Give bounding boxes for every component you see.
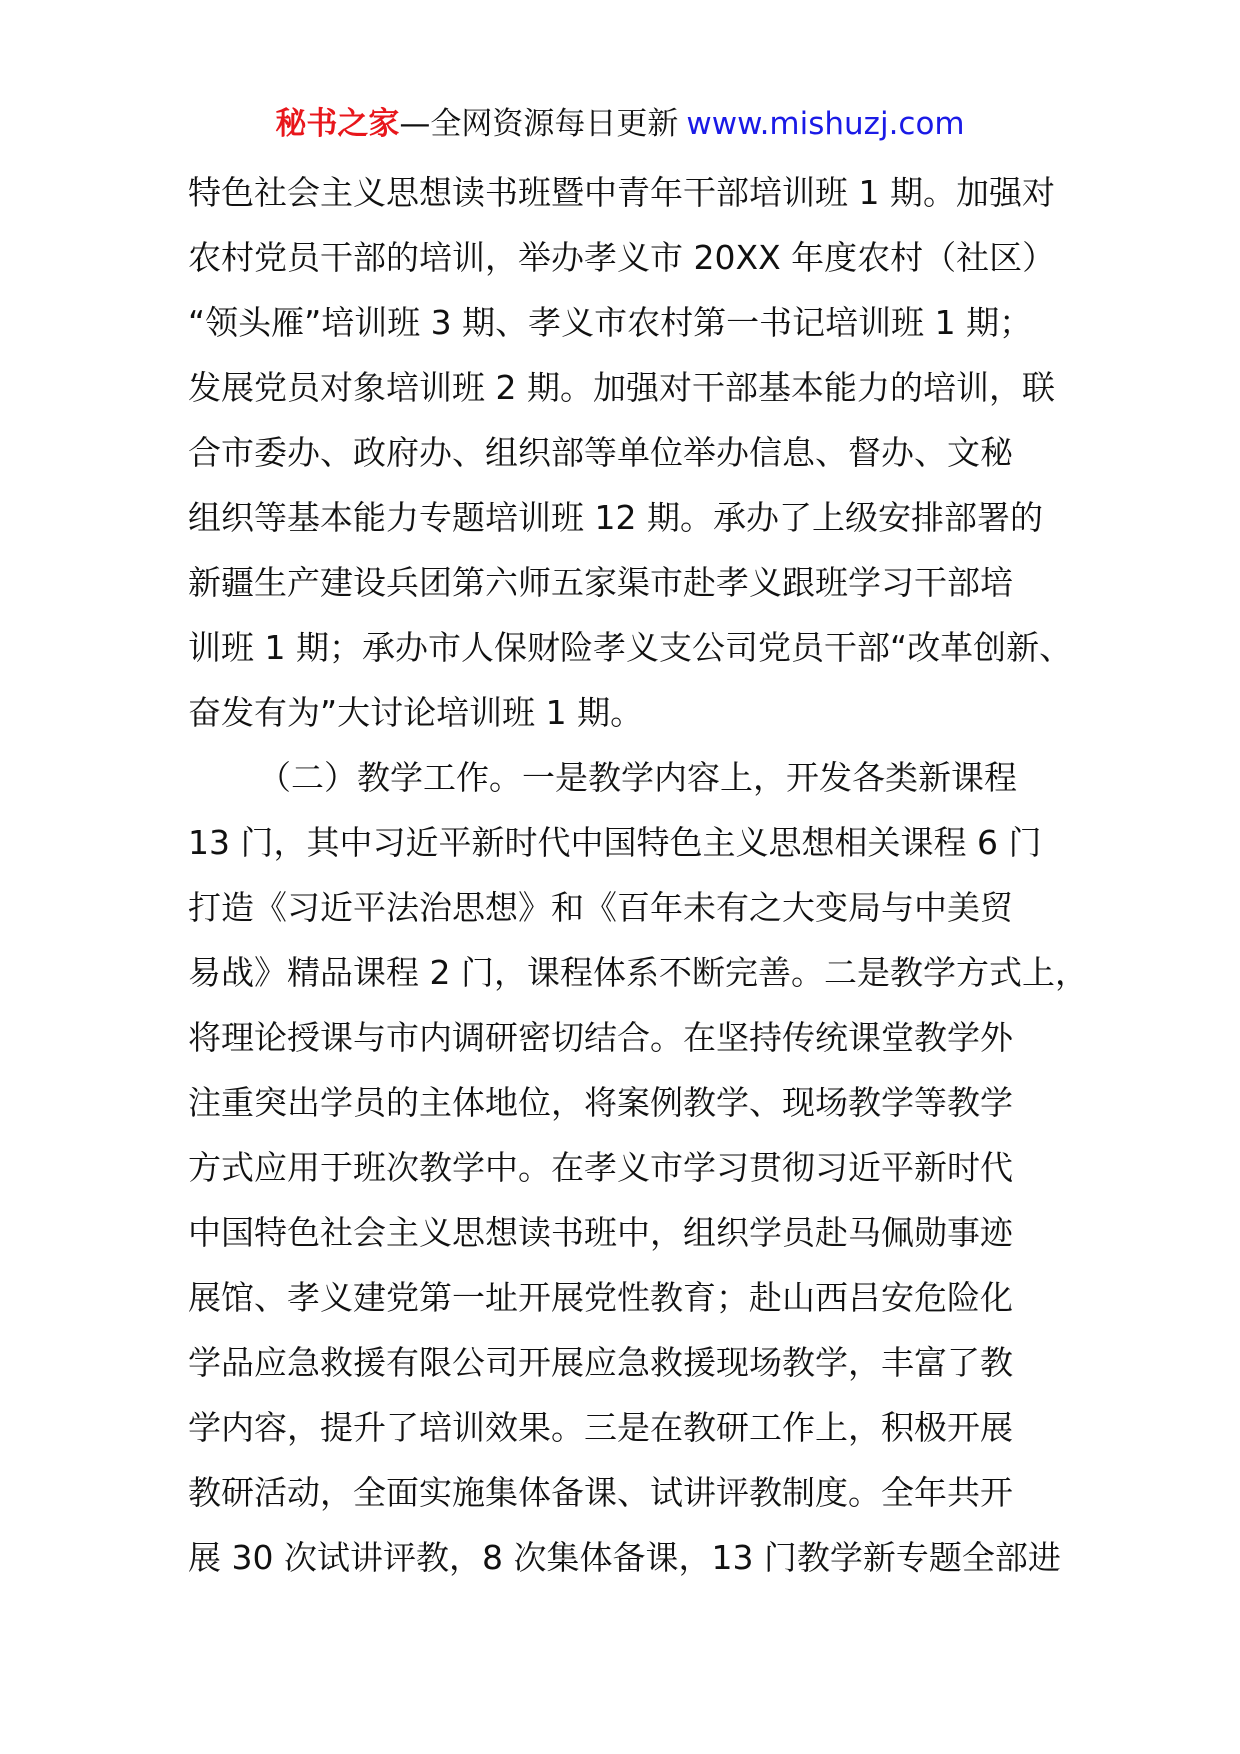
text-line: 农村党员干部的培训，举办孝义市 20XX 年度农村（社区） bbox=[188, 238, 1056, 277]
text-line: 学内容，提升了培训效果。三是在教研工作上，积极开展 bbox=[188, 1408, 1013, 1447]
text-line: 展馆、孝义建党第一址开展党性教育；赴山西吕安危险化 bbox=[188, 1278, 1013, 1317]
text-line: 展 30 次试讲评教，8 次集体备课，13 门教学新专题全部进 bbox=[188, 1538, 1061, 1577]
website-link[interactable]: www.mishuzj.com bbox=[686, 106, 965, 142]
text-line: 打造《习近平法治思想》和《百年未有之大变局与中美贸 bbox=[188, 888, 1013, 927]
text-line: 注重突出学员的主体地位，将案例教学、现场教学等教学 bbox=[188, 1083, 1013, 1122]
text-line: 合市委办、政府办、组织部等单位举办信息、督办、文秘 bbox=[188, 433, 1013, 472]
text-line: 学品应急救援有限公司开展应急救援现场教学，丰富了教 bbox=[188, 1343, 1013, 1382]
text-line: 教研活动，全面实施集体备课、试讲评教制度。全年共开 bbox=[188, 1473, 1013, 1512]
header-tagline: —全网资源每日更新 bbox=[399, 106, 679, 142]
section-heading-line: （二）教学工作。一是教学内容上，开发各类新课程 bbox=[258, 758, 1017, 797]
text-line: 中国特色社会主义思想读书班中，组织学员赴马佩勋事迹 bbox=[188, 1213, 1013, 1252]
document-body bbox=[188, 160, 1088, 1590]
text-line: 将理论授课与市内调研密切结合。在坚持传统课堂教学外 bbox=[188, 1018, 1013, 1057]
text-line: 组织等基本能力专题培训班 12 期。承办了上级安排部署的 bbox=[188, 498, 1043, 537]
text-line: 特色社会主义思想读书班暨中青年干部培训班 1 期。加强对 bbox=[188, 173, 1055, 212]
text-line: 方式应用于班次教学中。在孝义市学习贯彻习近平新时代 bbox=[188, 1148, 1013, 1187]
text-line: 训班 1 期；承办市人保财险孝义支公司党员干部“改革创新、 bbox=[188, 628, 1073, 667]
text-line: 奋发有为”大讨论培训班 1 期。 bbox=[188, 693, 644, 732]
text-line: 新疆生产建设兵团第六师五家渠市赴孝义跟班学习干部培 bbox=[188, 563, 1013, 602]
text-line: “领头雁”培训班 3 期、孝义市农村第一书记培训班 1 期； bbox=[188, 303, 1033, 342]
page-header bbox=[0, 104, 1240, 144]
brand-name: 秘书之家 bbox=[275, 106, 400, 142]
text-line: 易战》精品课程 2 门，课程体系不断完善。二是教学方式上， bbox=[188, 953, 1088, 992]
text-line: 13 门，其中习近平新时代中国特色主义思想相关课程 6 门 bbox=[188, 823, 1042, 862]
text-line: 发展党员对象培训班 2 期。加强对干部基本能力的培训，联 bbox=[188, 368, 1055, 407]
